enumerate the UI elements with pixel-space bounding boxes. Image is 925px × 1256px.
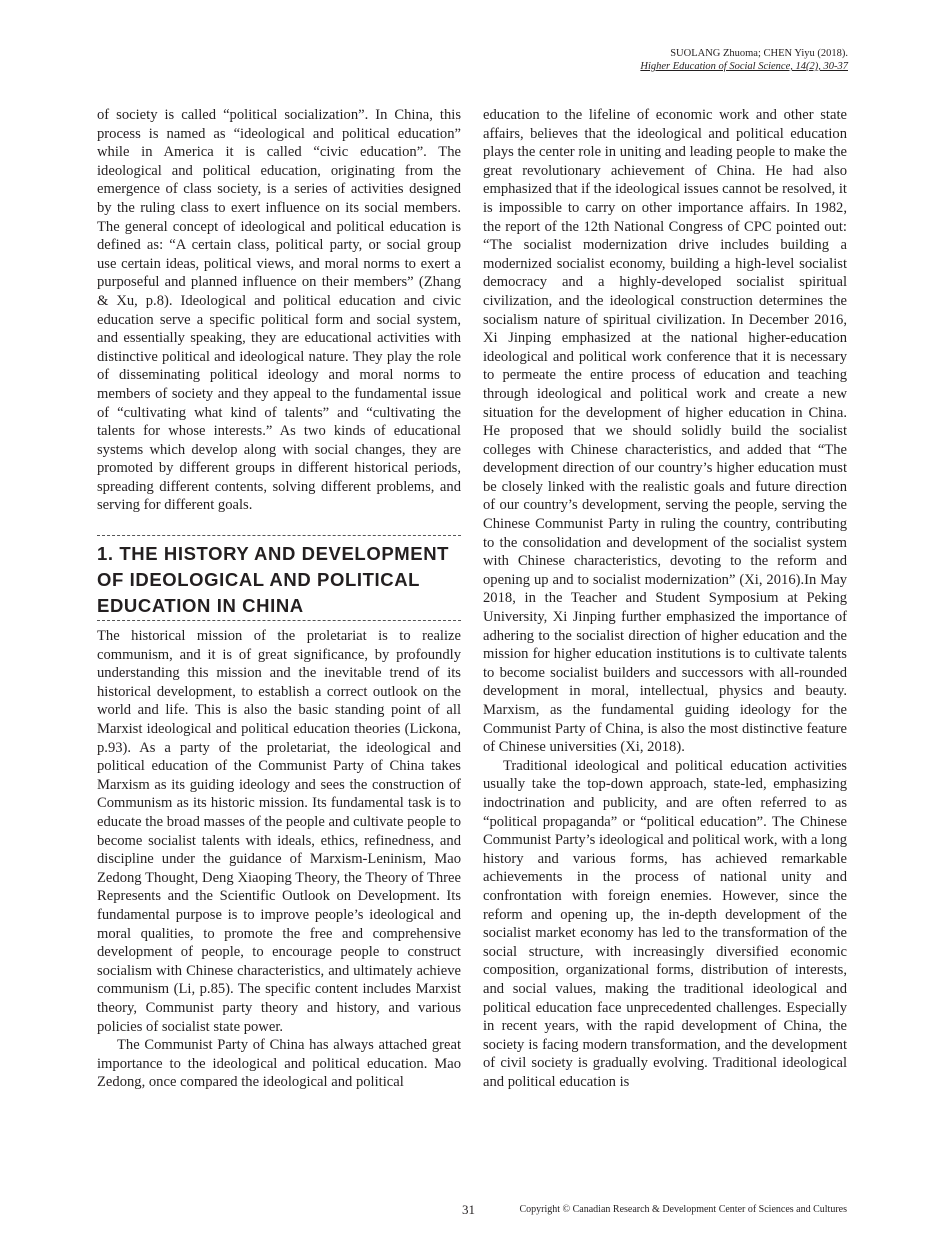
- running-header: [640, 47, 848, 73]
- paragraph: Traditional ideological and political education activities usually take the top-down approach, state-led, emphasizing indoctrination and publicity, and are often referred to as “political propaganda” or “political education”. The Chinese Communist Party’s ideological and political work, with a long history and various forms, has achieved remarkable achievements in the process of national unity and confrontation with foreign enemies. However, since the reform and opening up, the in-depth development of the socialist market economy has led to the transformation of the social structure, with increasingly diversified economic composition, organizational forms, distribution of interests, and social values, making the traditional ideological and political education face unprecedented challenges. Especially in recent years, with the rapid development of China, the society is facing modern transformation, and the development of civil society is gradually evolving. Traditional ideological and political education is: [483, 757, 847, 1090]
- section-heading: 1. THE HISTORY AND DEVELOPMENT OF IDEOLOGICAL AND POLITICAL EDUCATION IN CHINA: [97, 535, 461, 621]
- header-citation-link[interactable]: Higher Education of Social Science, 14(2), 30-37: [640, 61, 848, 72]
- page-number: 31: [462, 1202, 475, 1217]
- paragraph: education to the lifeline of economic work and other state affairs, believes that the ideological and political education plays the center role in uniting and leading people to make the great revolutionary achievement of China. He had also emphasized that if the ideological issues cannot be resolved, it is impossible to carry on other importance affairs. In 1982, the report of the 12th National Congress of CPC pointed out: “The socialist modernization drive includes building a modernized socialist economy, building a high-level socialist democracy and a highly-developed socialist spiritual civilization, and the ideological construction determines the socialism nature of spiritual civilization. In December 2016, Xi Jinping emphasized at the national higher-education ideological and political work conference that it is necessary to permeate the entire process of education and teaching through ideological and political work and create a new situation for the development of higher education in China. He proposed that we should solidly build the socialist colleges with Chinese characteristics, and added that “The development direction of our country’s higher education must be closely linked with the realistic goals and future direction of our country’s development, serving the people, serving the Chinese Communist Party in ruling the country, contributing to the consolidation and development of the socialist system with Chinese characteristics, devoting to the reform and opening up and to socialist modernization” (Xi, 2016).In May 2018, in the Teacher and Student Symposium at Peking University, Xi Jinping further emphasized the importance of adhering to the socialist direction of higher education and the mission for higher education institutions is to cultivate talents to become socialist builders and successors with all-rounded development in moral, intellectual, physics and beauty. Marxism, as the fundamental guiding ideology for the Communist Party of China, is also the most distinctive feature of Chinese universities (Xi, 2018).: [483, 107, 847, 756]
- left-column: [97, 106, 461, 1092]
- right-column: [483, 106, 847, 1091]
- copyright-notice: Copyright © Canadian Research & Development Center of Sciences and Cultures: [519, 1204, 847, 1215]
- paragraph: The historical mission of the proletariat is to realize communism, and it is of great significance, by profoundly understanding this mission and the inevitable trend of its historical development, to establish a correct outlook on the world and life. This is also the basic standing point of all Marxist ideological and political education theories (Lickona, p.93). As a party of the proletariat, the ideological and political education of the Communist Party of China takes Marxism as its guiding ideology and sees the construction of Communism as its historic mission. Its fundamental task is to educate the broad masses of the people and cultivate people to become socialist talents with ideals, ethics, refinedness, and discipline under the guidance of Marxism-Leninism, Mao Zedong Thought, Deng Xiaoping Theory, the Theory of Three Represents and the Scientific Outlook on Development. Its fundamental purpose is to improve people’s ideological and moral qualities, to promote the free and comprehensive development of people, to encourage people to construct socialism with Chinese characteristics, and ultimately achieve communism (Li, p.85). The specific content includes Marxist theory, Communist party theory and history, and various policies of socialist state power.: [97, 628, 461, 1035]
- paragraph: The Communist Party of China has always attached great importance to the ideological and political education. Mao Zedong, once compared the ideological and political: [97, 1037, 461, 1091]
- paragraph: of society is called “political socialization”. In China, this process is named as “ideological and political education” while in America it is called “civic education”. The ideological and political education, originating from the emergence of class society, is a series of activities designed by the ruling class to exert influence on its social members. The general concept of ideological and political education is defined as: “A certain class, political party, or social group use certain ideas, political views, and moral norms to exert a purposeful and planned influence on their members” (Zhang & Xu, p.8). Ideological and political education and civic education serve a specific political form and social system, and essentially speaking, they are educational activities with distinctive political and ideological nature. They play the role of disseminating political ideology and moral norms to members of society and they appeal to the fundamental issue of “cultivating what kind of talents” and “cultivating the talents for whose interests.” As two kinds of educational systems which develop along with social changes, they are promoted by different groups in different historical periods, spreading different contents, solving different problems, and serving for different goals.: [97, 107, 461, 514]
- header-authors: SUOLANG Zhuoma; CHEN Yiyu (2018).: [670, 48, 848, 59]
